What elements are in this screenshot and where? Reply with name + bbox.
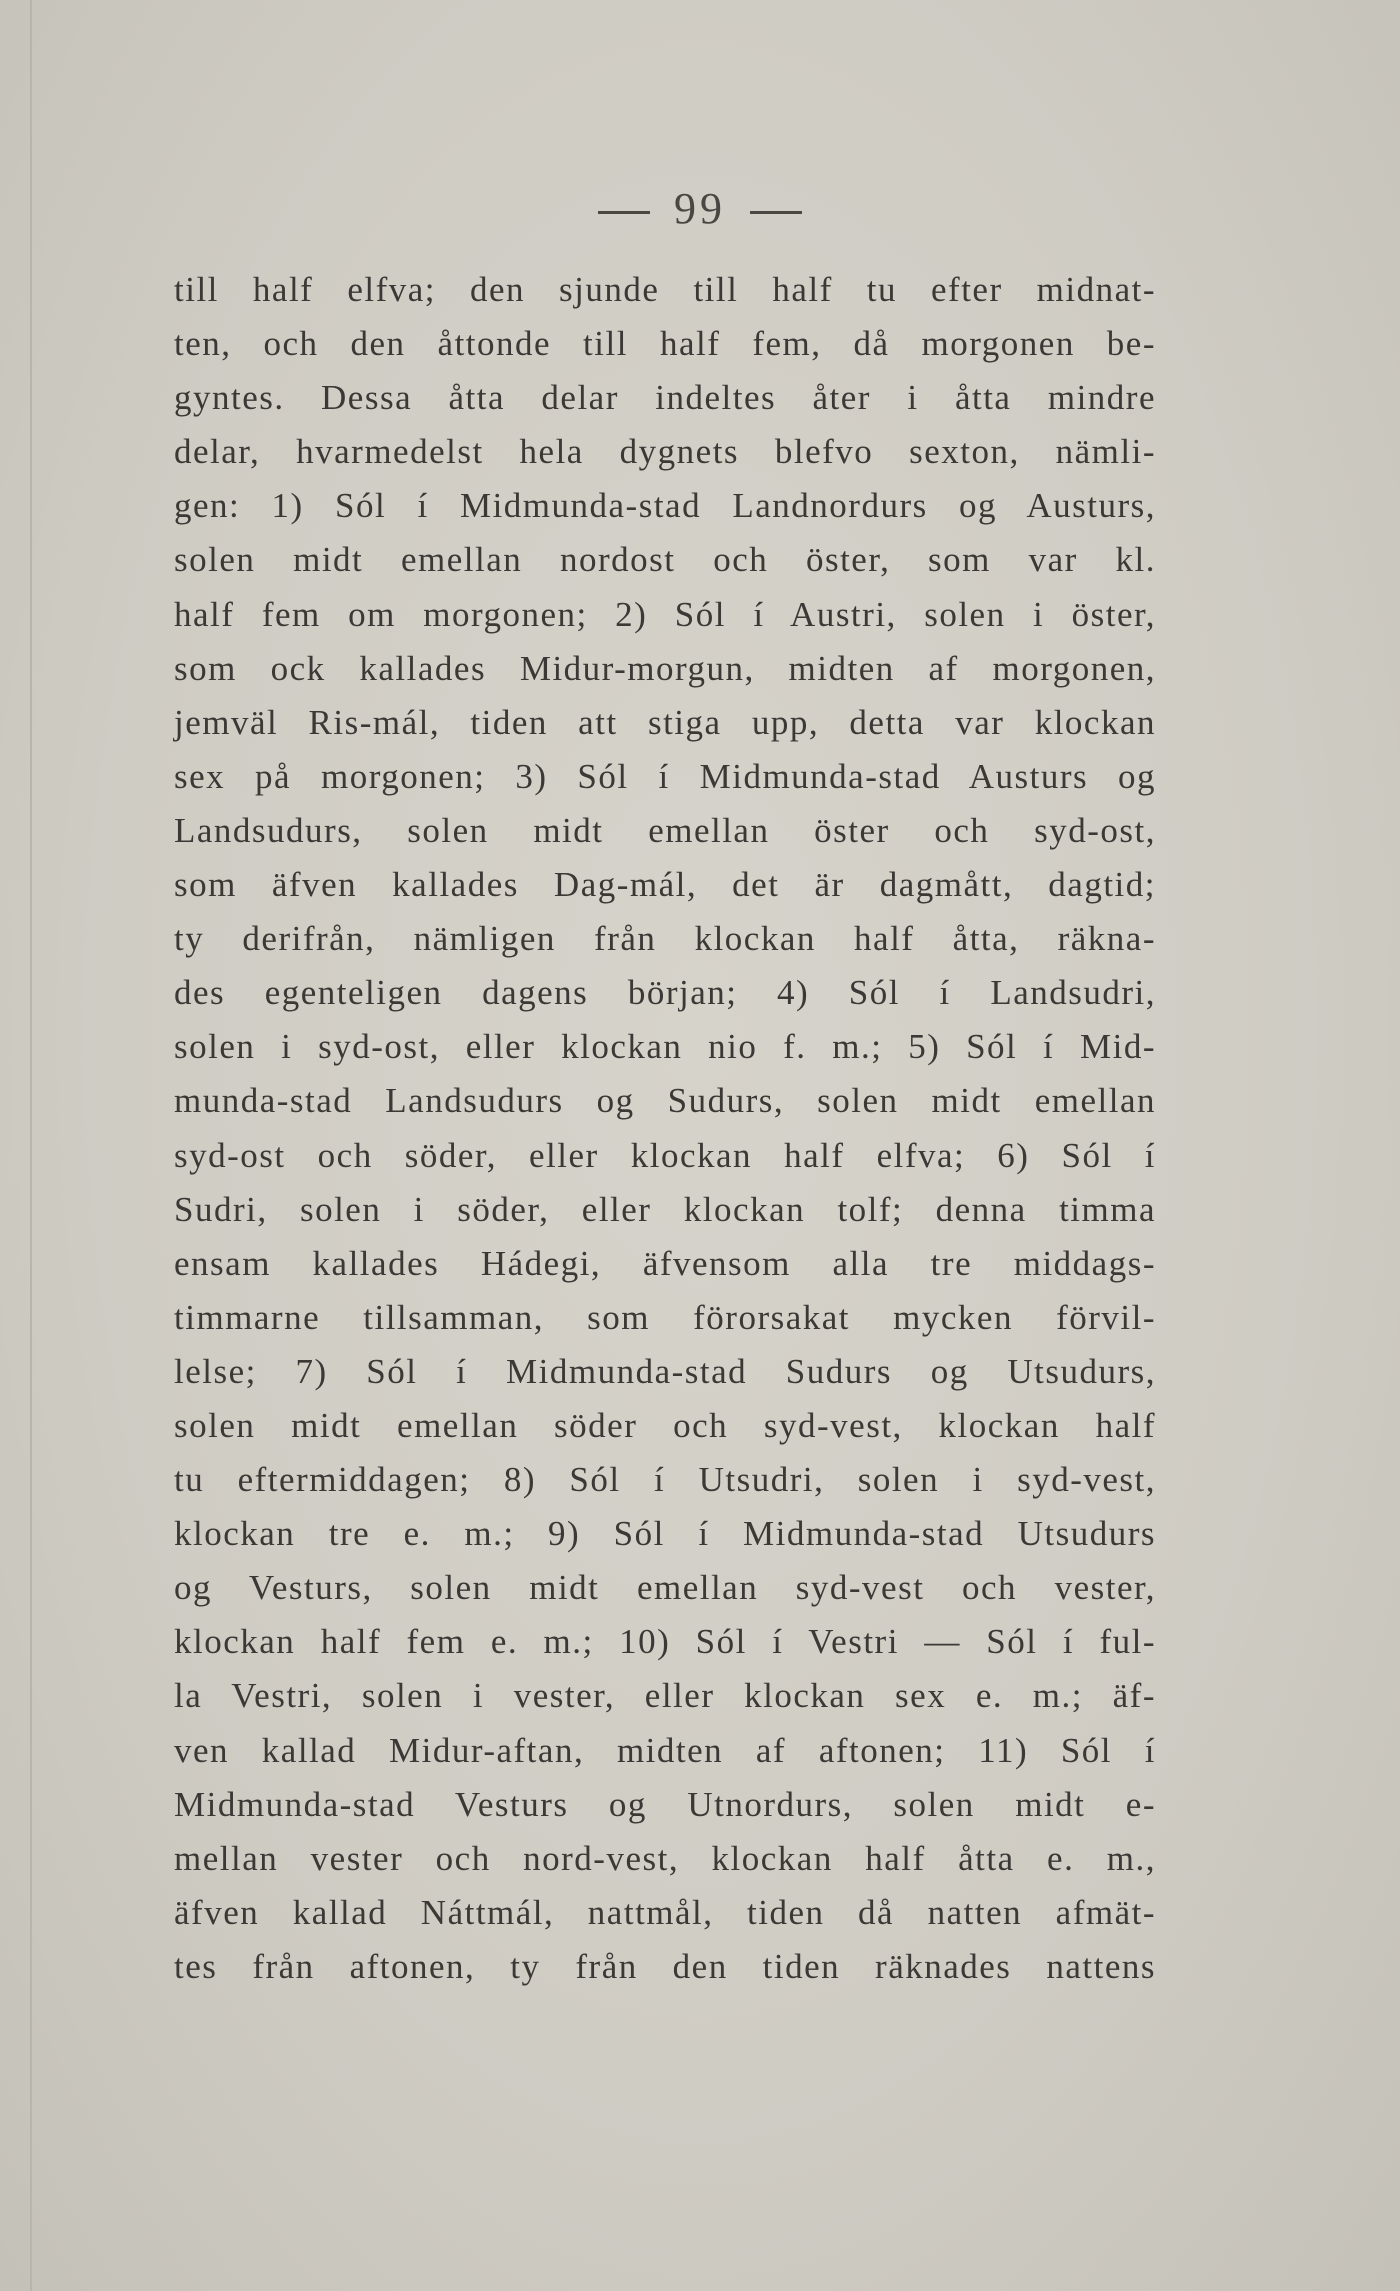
text-line: half fem om morgonen; 2) Sól í Austri, solen i öster, [174,594,1156,634]
text-line: ty derifrån, nämligen från klockan half åtta, räkna- [174,919,1156,959]
page-number: 99 [674,184,726,233]
text-line: og Vesturs, solen midt emellan syd-vest och vester, [174,1568,1156,1608]
text-line: la Vestri, solen i vester, eller klockan sex e. m.; äf- [174,1676,1156,1716]
text-line: solen i syd-ost, eller klockan nio f. m.; 5) Sól í Mid- [174,1027,1156,1067]
body-text [174,263,1156,1994]
text-line: ten, och den åttonde till half fem, då morgonen be- [174,324,1156,364]
text-line: tes från aftonen, ty från den tiden räknades nattens [174,1946,1156,1986]
text-line: timmarne tillsamman, som förorsakat mycken förvil- [174,1297,1156,1337]
text-line: till half elfva; den sjunde till half tu efter midnat- [174,270,1156,309]
text-line: solen midt emellan nordost och öster, som var kl. [174,540,1156,580]
text-line: solen midt emellan söder och syd-vest, klockan half [174,1405,1156,1445]
text-line: äfven kallad Náttmál, nattmål, tiden då natten afmät- [174,1892,1156,1932]
text-line: sex på morgonen; 3) Sól í Midmunda-stad Austurs og [174,756,1156,796]
page-gutter-line [30,0,32,2291]
text-line: munda-stad Landsudurs og Sudurs, solen midt emellan [174,1081,1156,1121]
text-line: ensam kallades Hádegi, äfvensom alla tre middags- [174,1243,1156,1283]
text-line: mellan vester och nord-vest, klockan half åtta e. m., [174,1838,1156,1878]
text-line: jemväl Ris-mál, tiden att stiga upp, detta var klockan [174,702,1156,742]
text-line: Sudri, solen i söder, eller klockan tolf; denna timma [174,1189,1156,1229]
header-dash-left [598,211,650,214]
text-line: gen: 1) Sól í Midmunda-stad Landnordurs og Austurs, [174,486,1156,526]
text-line: delar, hvarmedelst hela dygnets blefvo sexton, nämli- [174,432,1156,472]
header-dash-right [750,211,802,214]
text-line: tu eftermiddagen; 8) Sól í Utsudri, solen i syd-vest, [174,1460,1156,1500]
page-header [0,183,1400,234]
text-line: som ock kallades Midur-morgun, midten af morgonen, [174,648,1156,688]
text-line: gyntes. Dessa åtta delar indeltes åter i åtta mindre [174,378,1156,418]
text-line: Landsudurs, solen midt emellan öster och syd-ost, [174,810,1156,850]
text-line: ven kallad Midur-aftan, midten af aftonen; 11) Sól í [174,1730,1156,1770]
text-line: syd-ost och söder, eller klockan half elfva; 6) Sól í [174,1135,1156,1175]
text-line: lelse; 7) Sól í Midmunda-stad Sudurs og Utsudurs, [174,1351,1156,1391]
text-line: klockan tre e. m.; 9) Sól í Midmunda-stad Utsudurs [174,1514,1156,1554]
text-line: klockan half fem e. m.; 10) Sól í Vestri — Sól í ful- [174,1622,1156,1662]
text-line: som äfven kallades Dag-mál, det är dagmått, dagtid; [174,865,1156,905]
text-line: Midmunda-stad Vesturs og Utnordurs, solen midt e- [174,1784,1156,1824]
text-line: des egenteligen dagens början; 4) Sól í Landsudri, [174,973,1156,1013]
